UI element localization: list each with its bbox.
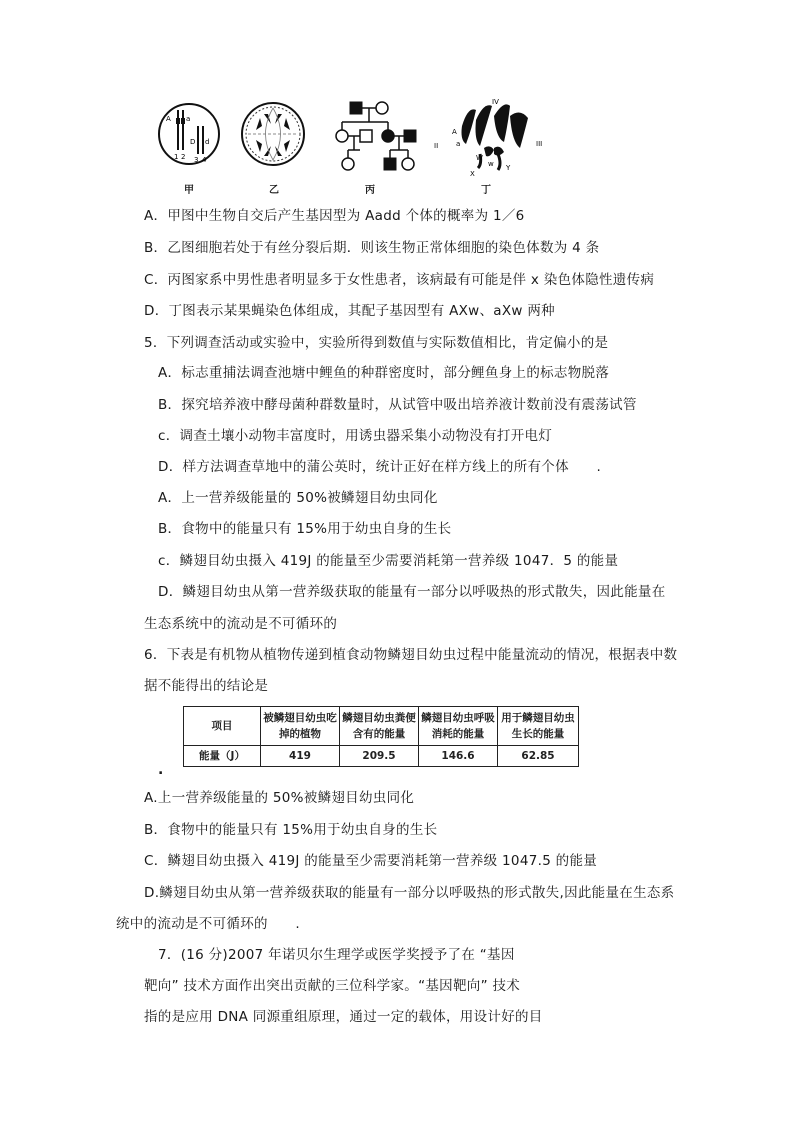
- q6-option-a: A.上一营养级能量的 50%被鳞翅目幼虫同化: [144, 790, 415, 806]
- dup-option-a: A．上一营养级能量的 50%被鳞翅目幼虫同化: [158, 490, 438, 506]
- chrom-label: D: [190, 138, 196, 146]
- q6-option-d: D.鳞翅目幼虫从第一营养级获取的能量有一部分以呼吸热的形式散失,因此能量在生态系: [144, 885, 675, 901]
- q6-option-c: C．鳞翅目幼虫摄入 419J 的能量至少需要消耗第一营养级 1047.5 的能量: [144, 853, 598, 869]
- q6-option-b: B．食物中的能量只有 15%用于幼虫自身的生长: [144, 822, 438, 838]
- q5-option-b: B．探究培养液中酵母菌种群数量时，从试管中吸出培养液计数前没有震荡试管: [158, 397, 637, 413]
- header-text: 用于鳞翅目幼虫: [501, 712, 575, 724]
- q6-stem-line1: 6．下表是有机物从植物传递到植食动物鳞翅目幼虫过程中能量流动的情况，根据表中数: [144, 647, 678, 663]
- q6-stem-line2: 据不能得出的结论是: [144, 678, 269, 694]
- chrom-label: A: [166, 115, 171, 123]
- q7-line1: 7．(16 分)2007 年诺贝尔生理学或医学奖授予了在 “基因: [158, 947, 515, 963]
- q7-line2: 靶向” 技术方面作出突出贡献的三位科学家。“基因靶向” 技术: [144, 978, 521, 994]
- figure-yi: [238, 96, 308, 176]
- karyotype-label: w: [488, 160, 494, 168]
- figure-caption-yi: 乙: [269, 185, 279, 196]
- figure-bing-pedigree: [328, 96, 420, 180]
- table-cell: 146.6: [419, 746, 498, 767]
- chrom-label: 2: [181, 153, 186, 161]
- header-text: 掉的植物: [279, 728, 321, 740]
- header-text: 项目: [211, 720, 233, 732]
- karyotype-label: Y: [506, 164, 511, 172]
- header-text: 消耗的能量: [431, 728, 485, 740]
- chrom-label: d: [205, 138, 210, 146]
- figure-jia: [156, 96, 224, 176]
- karyotype-label: X: [470, 170, 475, 178]
- header-text: 鳞翅目幼虫粪便: [342, 712, 416, 724]
- q4-option-b: B．乙图细胞若处于有丝分裂后期．则该生物正常体细胞的染色体数为 4 条: [144, 240, 600, 256]
- header-text: 鳞翅目幼虫呼吸: [421, 712, 495, 724]
- dup-option-b: B．食物中的能量只有 15%用于幼虫自身的生长: [158, 521, 452, 537]
- karyotype-label: II: [434, 142, 439, 150]
- dup-option-d: D．鳞翅目幼虫从第一营养级获取的能量有一部分以呼吸热的形式散失，因此能量在: [158, 584, 666, 600]
- figure-caption-bing: 丙: [365, 185, 375, 196]
- chrom-label: a: [186, 115, 191, 123]
- table-row: [184, 746, 579, 767]
- table-cell: 209.5: [340, 746, 419, 767]
- table-header-cell: [184, 707, 261, 746]
- header-text: 被鳞翅目幼虫吃: [263, 712, 337, 724]
- q4-option-c: C．丙图家系中男性患者明显多于女性患者，该病最有可能是伴 x 染色体隐性遗传病: [144, 272, 655, 288]
- q5-option-c: c．调查土壤小动物丰富度时，用诱虫器采集小动物没有打开电灯: [158, 428, 553, 444]
- table-header-row: [184, 707, 579, 746]
- figure-ding-karyotype: [432, 96, 556, 180]
- q5-option-a: A．标志重捕法调查池塘中鲤鱼的种群密度时，部分鲤鱼身上的标志物脱落: [158, 365, 610, 381]
- table-cell: 62.85: [498, 746, 579, 767]
- table-header-cell: [261, 707, 340, 746]
- figure-caption-jia: 甲: [184, 185, 194, 196]
- table-cell: 419: [261, 746, 340, 767]
- karyotype-label: A: [452, 128, 457, 136]
- karyotype-label: a: [456, 140, 461, 148]
- stray-dot: .: [158, 762, 164, 778]
- q4-option-d: D．丁图表示某果蝇染色体组成，其配子基因型有 AXw、aXw 两种: [144, 303, 555, 319]
- chrom-label: 4: [202, 156, 207, 164]
- table-header-cell: [419, 707, 498, 746]
- chrom-label: 1: [174, 153, 179, 161]
- q4-option-a: A．甲图中生物自交后产生基因型为 Aadd 个体的概率为 1／6: [144, 208, 525, 224]
- dup-option-c: c．鳞翅目幼虫摄入 419J 的能量至少需要消耗第一营养级 1047．5 的能量: [158, 553, 619, 569]
- table-header-cell: [340, 707, 419, 746]
- q7-line3: 指的是应用 DNA 同源重组原理，通过一定的载体，用设计好的目: [144, 1009, 543, 1025]
- karyotype-label: W: [476, 154, 483, 162]
- dup-option-d-cont: 生态系统中的流动是不可循环的: [144, 616, 338, 632]
- q6-option-d-cont: 统中的流动是不可循环的 .: [116, 916, 300, 932]
- header-text: 生长的能量: [511, 728, 565, 740]
- header-text: 含有的能量: [352, 728, 406, 740]
- q5-option-d: D．样方法调查草地中的蒲公英时，统计正好在样方线上的所有个体 .: [158, 459, 602, 475]
- table-header-cell: [498, 707, 579, 746]
- table-row-label: 能量（J）: [184, 746, 261, 767]
- karyotype-label: III: [536, 140, 543, 148]
- chrom-label: 3: [194, 156, 199, 164]
- karyotype-label: IV: [492, 98, 499, 106]
- q5-stem: 5．下列调查活动或实验中，实验所得到数值与实际数值相比，肯定偏小的是: [144, 335, 609, 351]
- energy-table: [183, 706, 579, 767]
- figure-caption-ding: 丁: [481, 185, 491, 196]
